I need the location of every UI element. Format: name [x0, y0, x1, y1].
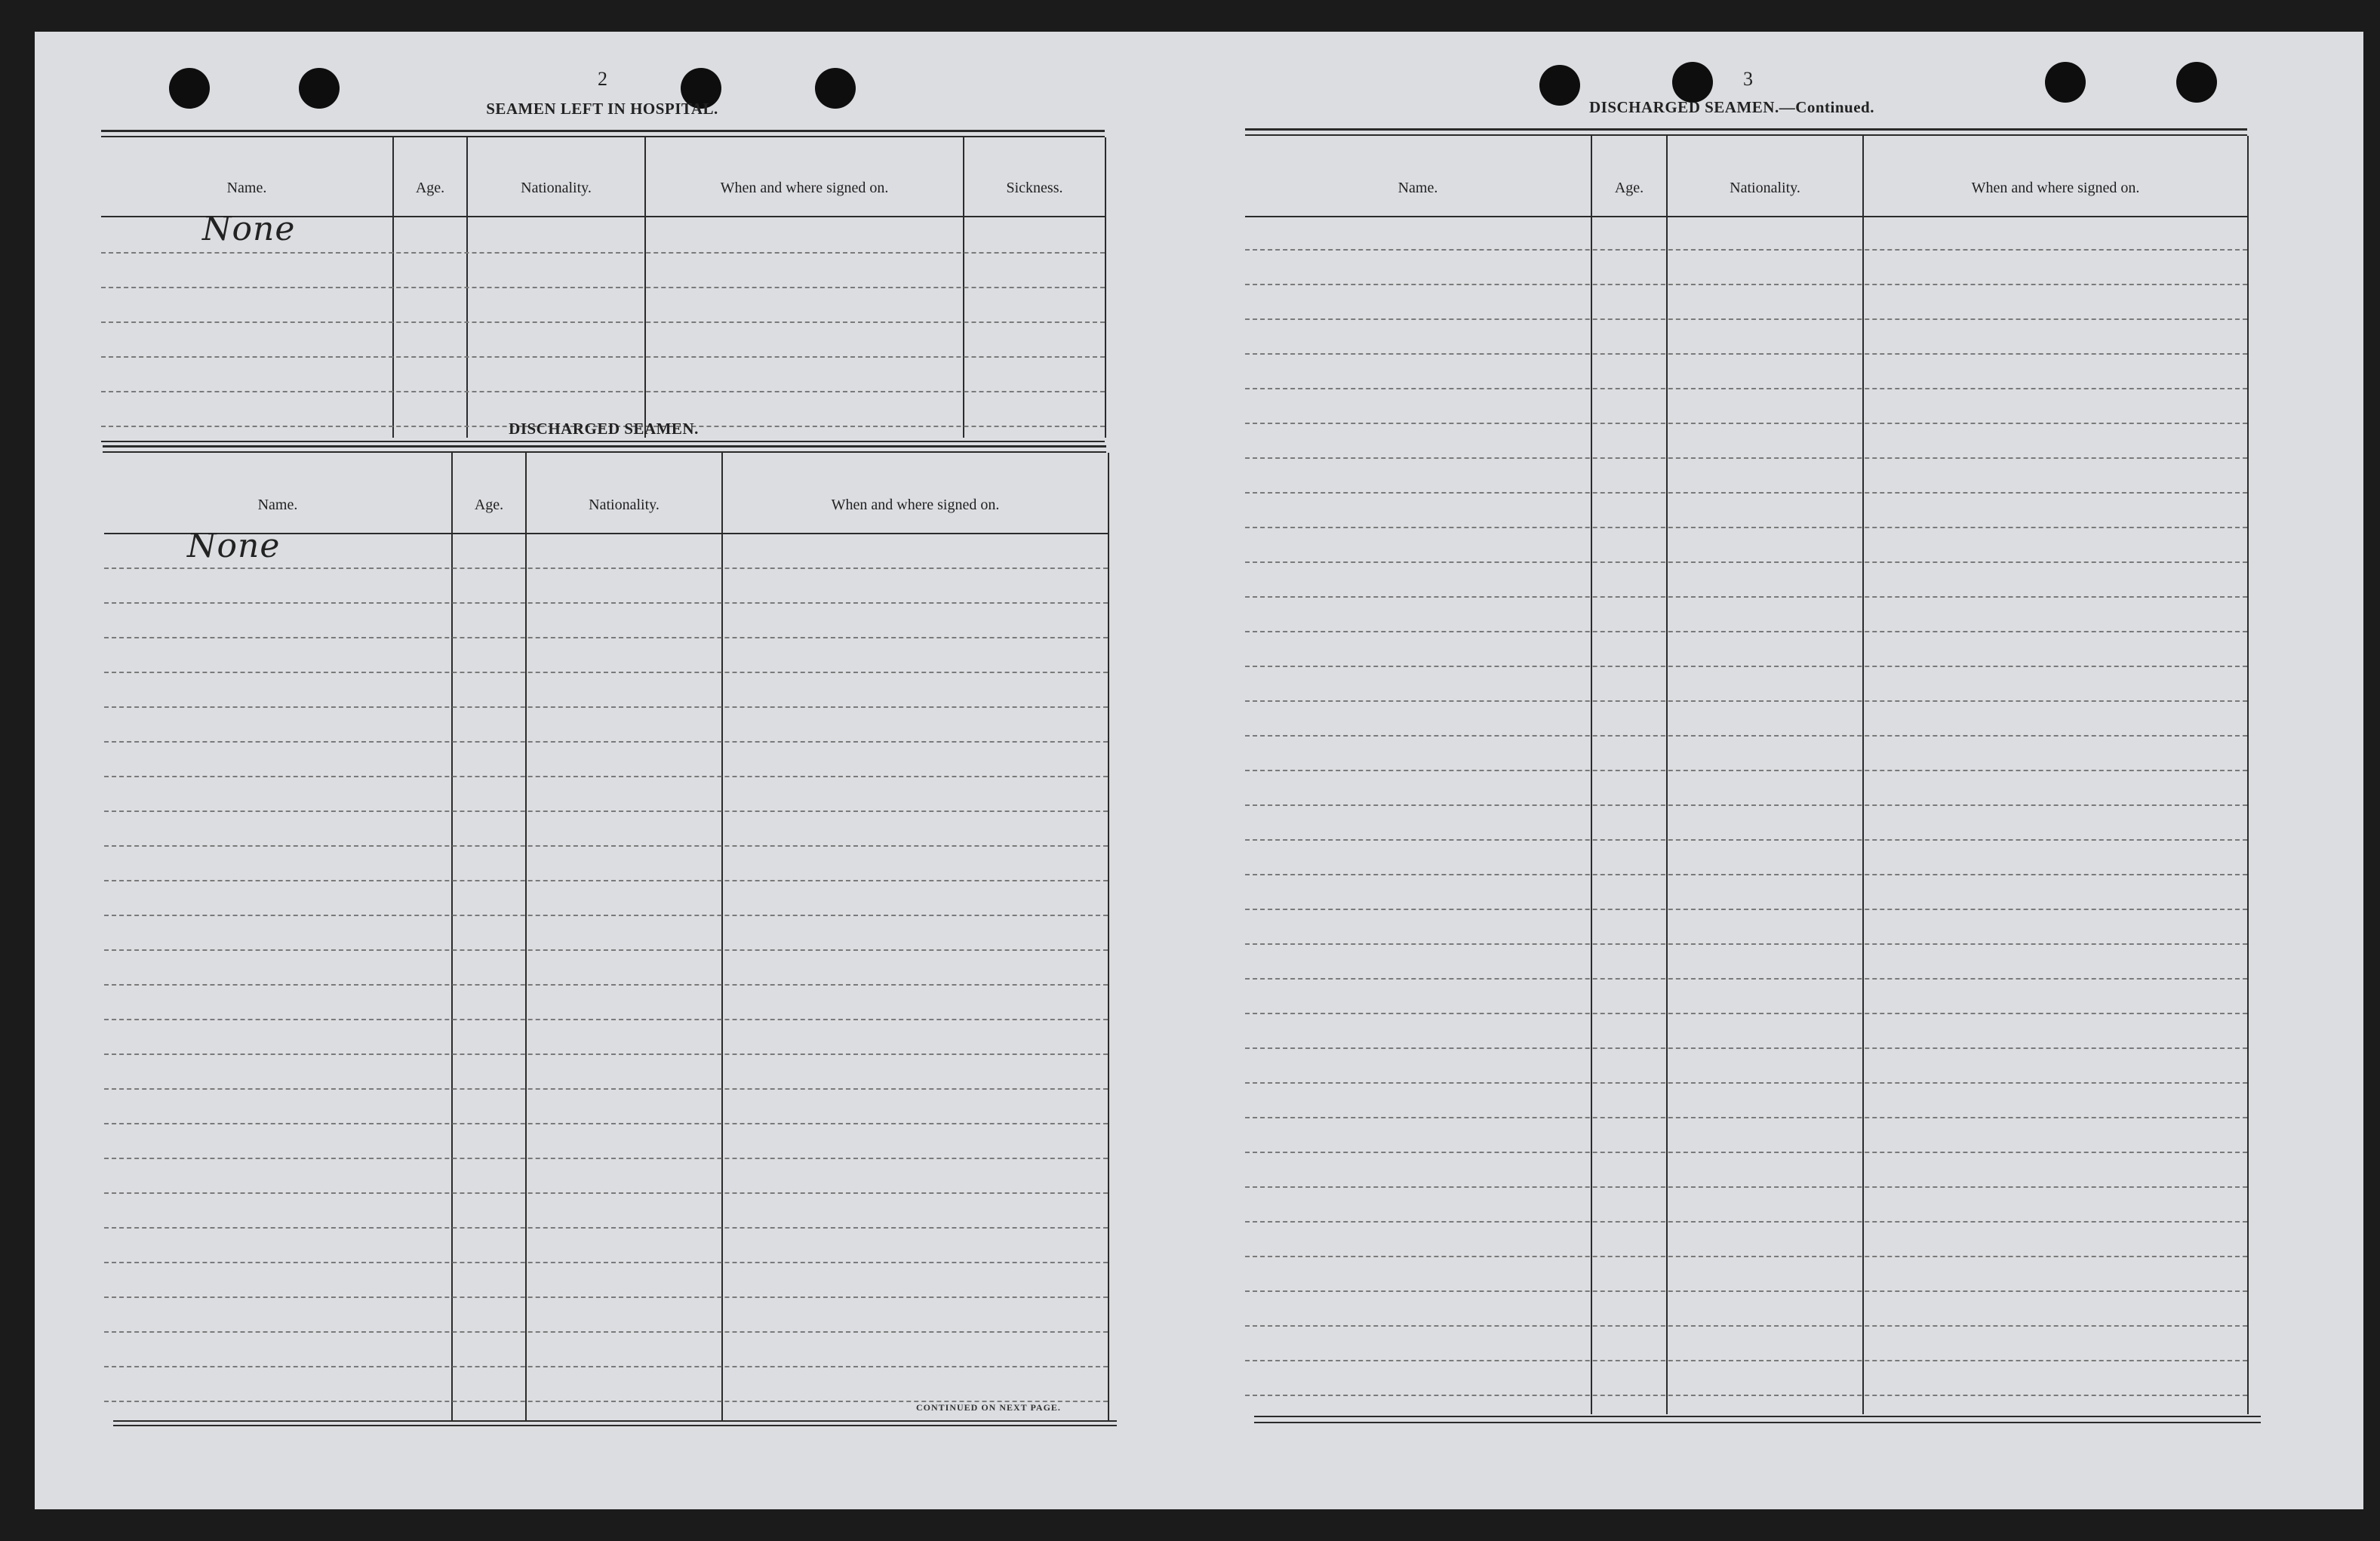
row-rule [1245, 735, 2247, 737]
row-rule [1245, 561, 2247, 563]
col-header-age: Age. [415, 180, 445, 196]
hospital-section-title: SEAMEN LEFT IN HOSPITAL. [486, 100, 718, 118]
row-rule [104, 567, 1108, 569]
col-header-nationality: Nationality. [521, 180, 592, 196]
col-when-where [723, 453, 1109, 1422]
divider [1245, 128, 2247, 131]
row-rule [1245, 978, 2247, 980]
row-rule [104, 672, 1108, 673]
col-age [453, 453, 527, 1422]
continued-note: CONTINUED ON NEXT PAGE. [916, 1402, 1061, 1413]
row-rule [101, 356, 1105, 358]
row-rule [104, 1331, 1108, 1333]
punch-hole [1672, 62, 1713, 103]
row-rule [101, 252, 1105, 254]
col-name [104, 453, 453, 1422]
row-rule [1245, 1117, 2247, 1118]
row-rule [104, 1088, 1108, 1090]
row-rule [104, 1366, 1108, 1367]
row-rule [1245, 318, 2247, 320]
discharged-section-title: DISCHARGED SEAMEN. [509, 420, 699, 438]
row-rule [1245, 666, 2247, 667]
row-rule [104, 1262, 1108, 1263]
col-header-when-where: When and where signed on. [720, 180, 889, 196]
row-rule [1245, 1256, 2247, 1257]
row-rule [101, 321, 1105, 323]
col-header-age: Age. [1614, 180, 1644, 196]
col-header-nationality: Nationality. [589, 497, 660, 513]
punch-hole [169, 68, 210, 109]
row-rule [1245, 1013, 2247, 1014]
divider [101, 441, 1105, 442]
handwritten-entry: None [187, 527, 281, 565]
divider [1254, 1416, 2261, 1417]
row-rule [101, 391, 1105, 392]
punch-hole [2045, 62, 2086, 103]
row-rule [1245, 943, 2247, 945]
row-rule [1245, 596, 2247, 598]
row-rule [104, 880, 1108, 881]
col-header-sickness: Sickness. [1006, 180, 1063, 196]
punch-hole [815, 68, 856, 109]
col-header-name: Name. [226, 180, 267, 196]
row-rule [104, 984, 1108, 986]
col-header-when-where: When and where signed on. [831, 497, 1000, 513]
col-header-age: Age. [474, 497, 504, 513]
row-rule [1245, 700, 2247, 702]
row-rule [104, 845, 1108, 847]
col-header-nationality: Nationality. [1730, 180, 1800, 196]
row-rule [104, 1019, 1108, 1020]
page-number-left: 2 [598, 68, 607, 90]
discharged-continued-table [1245, 136, 2247, 1414]
row-rule [104, 602, 1108, 604]
row-rule [1245, 1221, 2247, 1223]
row-rule [1245, 1082, 2247, 1084]
handwritten-entry: None [202, 210, 296, 248]
punch-hole [299, 68, 340, 109]
punch-hole [2176, 62, 2217, 103]
row-rule [1245, 284, 2247, 285]
row-rule [1245, 804, 2247, 806]
row-rule [104, 741, 1108, 743]
row-rule [104, 949, 1108, 951]
row-rule [104, 1227, 1108, 1229]
row-rule [1245, 1047, 2247, 1049]
col-header-name: Name. [1398, 180, 1438, 196]
discharged-table [104, 453, 1108, 1422]
row-rule [104, 1053, 1108, 1055]
row-rule [104, 1123, 1108, 1124]
row-rule [104, 915, 1108, 916]
row-rule [1245, 1186, 2247, 1188]
row-rule [101, 287, 1105, 288]
row-rule [104, 810, 1108, 812]
row-rule [1245, 492, 2247, 494]
page-number-right: 3 [1743, 68, 1753, 90]
row-rule [1245, 249, 2247, 251]
row-rule [1245, 1290, 2247, 1292]
col-header-name: Name. [257, 497, 298, 513]
row-rule [1245, 874, 2247, 875]
row-rule [104, 1158, 1108, 1159]
row-rule [1245, 631, 2247, 632]
row-rule [1245, 1395, 2247, 1396]
row-rule [1245, 909, 2247, 910]
row-rule [1245, 353, 2247, 355]
document-sheet [35, 32, 2363, 1509]
row-rule [1245, 457, 2247, 459]
divider [103, 445, 1106, 448]
row-rule [1245, 1360, 2247, 1361]
row-rule [1245, 1152, 2247, 1153]
row-rule [104, 637, 1108, 638]
row-rule [1245, 839, 2247, 841]
row-rule [104, 776, 1108, 777]
discharged-continued-title: DISCHARGED SEAMEN.—Continued. [1589, 98, 1874, 116]
hospital-table [101, 137, 1105, 438]
row-rule [104, 706, 1108, 708]
divider [113, 1425, 1117, 1426]
header-rule [1245, 216, 2247, 217]
row-rule [1245, 770, 2247, 771]
row-rule [104, 1296, 1108, 1298]
row-rule [1245, 388, 2247, 389]
row-rule [104, 1192, 1108, 1194]
divider [113, 1420, 1117, 1422]
divider [101, 130, 1105, 132]
punch-hole [1539, 65, 1580, 106]
divider [1254, 1422, 2261, 1423]
row-rule [1245, 1325, 2247, 1327]
col-nationality [527, 453, 723, 1422]
row-rule [1245, 423, 2247, 424]
row-rule [1245, 527, 2247, 528]
col-header-when-where: When and where signed on. [1971, 180, 2140, 196]
